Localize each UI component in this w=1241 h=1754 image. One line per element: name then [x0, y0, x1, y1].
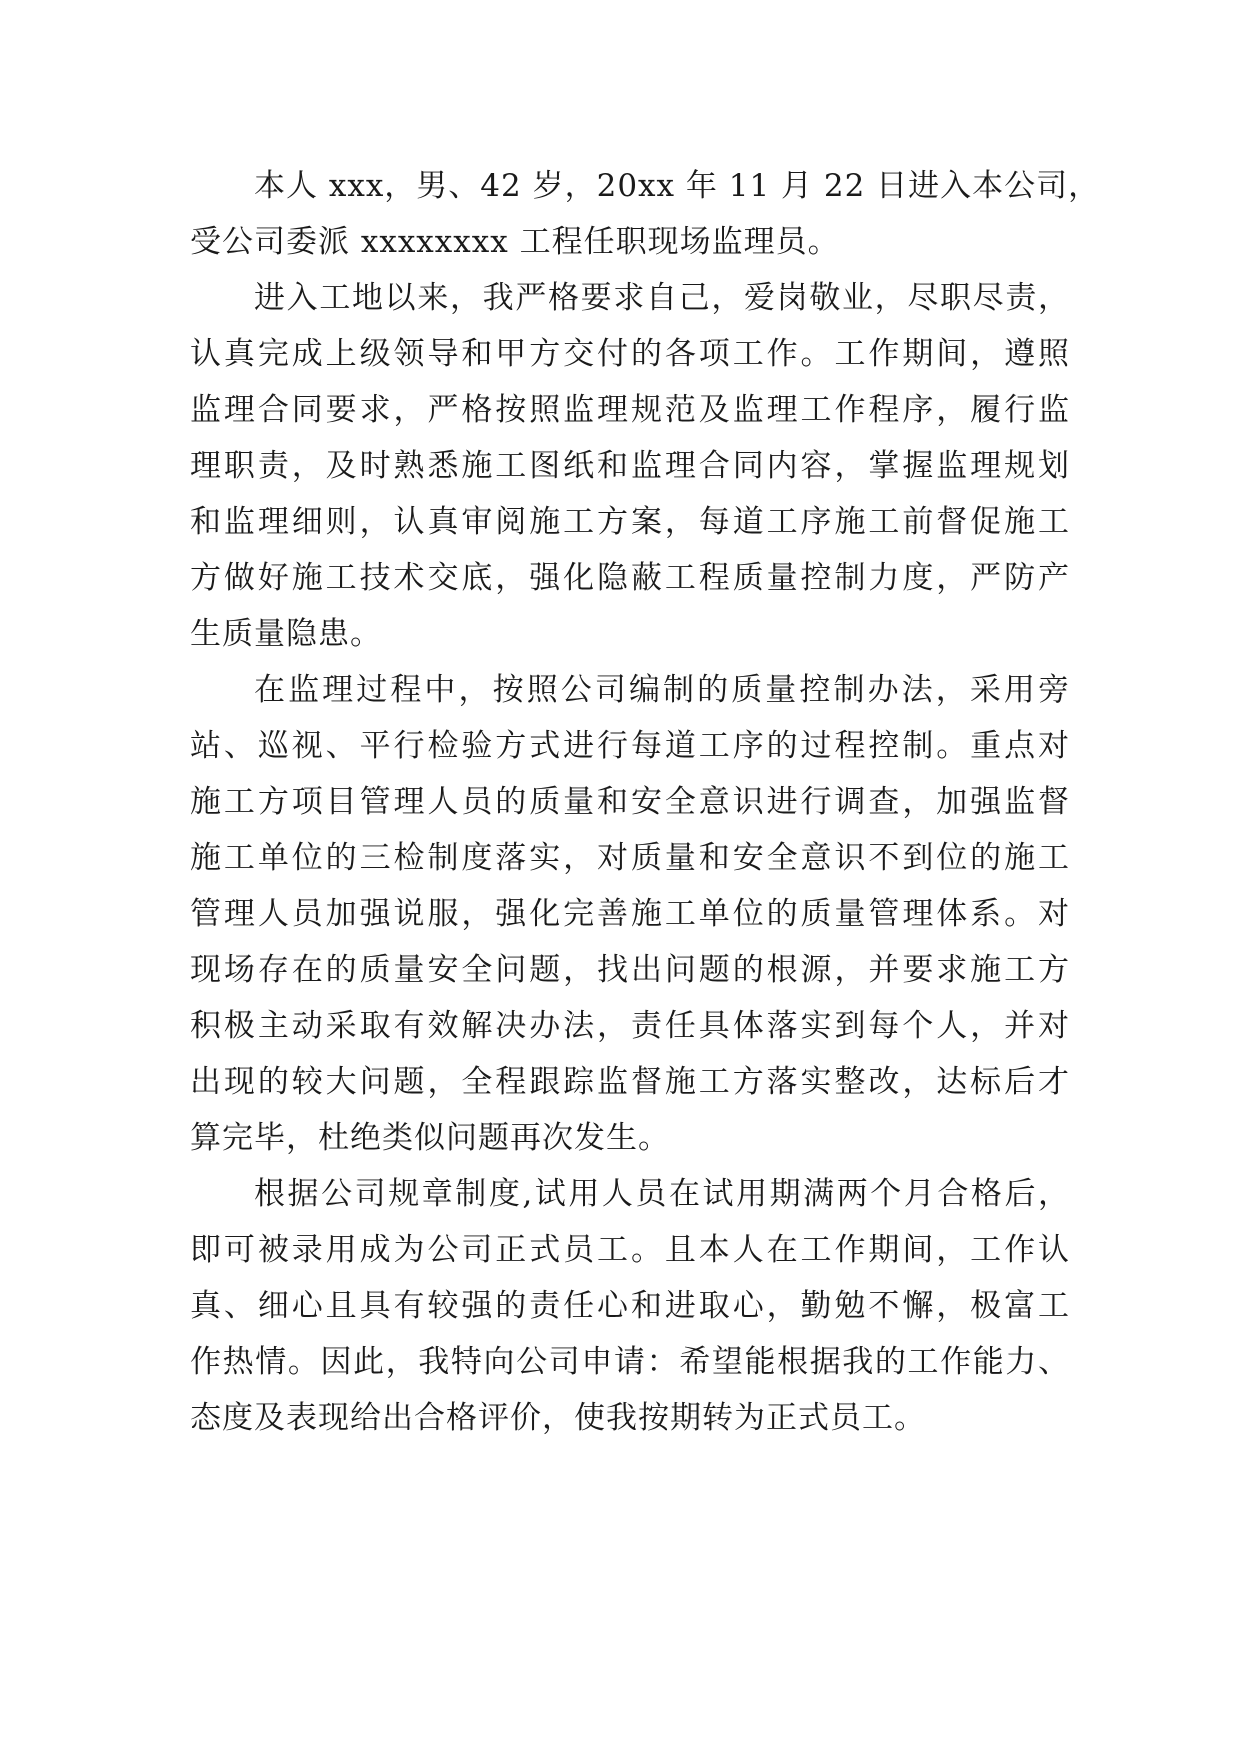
paragraph-4 [190, 1166, 1070, 1446]
paragraph-2 [190, 270, 1070, 662]
paragraph-line: 方做好施工技术交底，强化隐蔽工程质量控制力度，严防产 [190, 560, 1070, 596]
paragraph-line: 出现的较大问题，全程跟踪监督施工方落实整改，达标后才 [190, 1064, 1070, 1100]
paragraph-line: 作热情。因此，我特向公司申请：希望能根据我的工作能力、 [190, 1344, 1070, 1380]
paragraph-line: 施工单位的三检制度落实，对质量和安全意识不到位的施工 [190, 840, 1070, 876]
paragraph-line: 和监理细则，认真审阅施工方案，每道工序施工前督促施工 [190, 504, 1070, 540]
paragraph-line: 站、巡视、平行检验方式进行每道工序的过程控制。重点对 [190, 728, 1070, 764]
paragraph-line: 根据公司规章制度,试用人员在试用期满两个月合格后， [254, 1176, 1070, 1212]
paragraph-line: 态度及表现给出合格评价，使我按期转为正式员工。 [190, 1400, 926, 1436]
paragraph-line: 算完毕，杜绝类似问题再次发生。 [190, 1120, 670, 1156]
paragraph-1 [190, 158, 1101, 270]
paragraph-line: 本人 xxx，男、42 岁，20xx 年 11 月 22 日进入本公司， [254, 168, 1101, 204]
paragraph-line: 真、细心且具有较强的责任心和进取心，勤勉不懈，极富工 [190, 1288, 1070, 1324]
paragraph-line: 监理合同要求，严格按照监理规范及监理工作程序，履行监 [190, 392, 1070, 428]
paragraph-line: 施工方项目管理人员的质量和安全意识进行调查，加强监督 [190, 784, 1070, 820]
paragraph-line: 认真完成上级领导和甲方交付的各项工作。工作期间，遵照 [190, 336, 1070, 372]
paragraph-3 [190, 662, 1070, 1166]
paragraph-line: 理职责，及时熟悉施工图纸和监理合同内容，掌握监理规划 [190, 448, 1070, 484]
paragraph-line: 现场存在的质量安全问题，找出问题的根源，并要求施工方 [190, 952, 1070, 988]
paragraph-line: 受公司委派 xxxxxxxx 工程任职现场监理员。 [190, 224, 840, 260]
paragraph-line: 管理人员加强说服，强化完善施工单位的质量管理体系。对 [190, 896, 1070, 932]
paragraph-line: 在监理过程中，按照公司编制的质量控制办法，采用旁 [254, 672, 1070, 708]
paragraph-line: 进入工地以来，我严格要求自己，爱岗敬业，尽职尽责， [254, 280, 1070, 316]
paragraph-line: 即可被录用成为公司正式员工。且本人在工作期间，工作认 [190, 1232, 1070, 1268]
paragraph-line: 积极主动采取有效解决办法，责任具体落实到每个人，并对 [190, 1008, 1070, 1044]
paragraph-line: 生质量隐患。 [190, 616, 382, 652]
document-body [190, 158, 1101, 1446]
